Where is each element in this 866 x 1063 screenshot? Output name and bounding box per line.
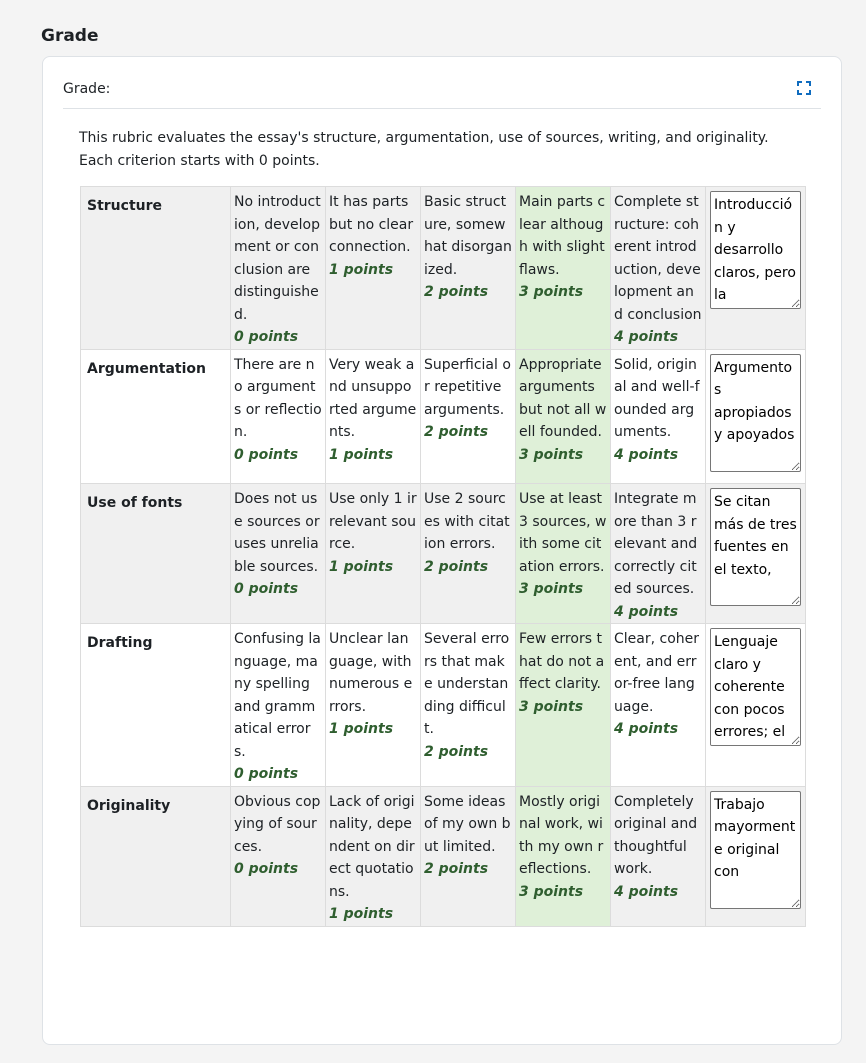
criterion-name: Use of fonts bbox=[81, 484, 231, 624]
level-points: 3 points bbox=[519, 284, 584, 300]
level-text: There are no arguments or reflection. bbox=[234, 356, 322, 440]
level-cell[interactable] bbox=[611, 484, 706, 624]
level-points: 0 points bbox=[234, 861, 299, 877]
rubric-table bbox=[80, 186, 806, 927]
level-text: Lack of originality, dependent on direct quotations. bbox=[329, 793, 415, 900]
level-cell[interactable] bbox=[611, 624, 706, 787]
level-cell[interactable] bbox=[516, 187, 611, 350]
level-text: Some ideas of my own but limited. bbox=[424, 793, 511, 855]
level-points: 2 points bbox=[424, 284, 489, 300]
level-text: Superficial or repetitive arguments. bbox=[424, 356, 511, 418]
level-points: 1 points bbox=[329, 906, 394, 922]
level-text: Very weak and unsupported arguments. bbox=[329, 356, 417, 440]
level-text: Confusing language, many spelling and grammatical errors. bbox=[234, 631, 321, 760]
level-points: 2 points bbox=[424, 558, 489, 575]
feedback-textarea[interactable] bbox=[710, 488, 801, 606]
level-points: 3 points bbox=[519, 581, 584, 597]
level-points: 1 points bbox=[329, 261, 394, 278]
criterion-name: Argumentation bbox=[81, 349, 231, 484]
level-points: 2 points bbox=[424, 743, 489, 760]
level-points: 4 points bbox=[614, 883, 679, 900]
feedback-cell bbox=[706, 187, 806, 350]
level-cell[interactable] bbox=[326, 624, 421, 787]
grade-card bbox=[42, 56, 842, 1045]
criterion-row bbox=[81, 624, 806, 787]
level-points: 2 points bbox=[424, 861, 489, 877]
level-cell[interactable] bbox=[516, 349, 611, 484]
level-text: Unclear language, with numerous errors. bbox=[329, 631, 413, 715]
level-cell[interactable] bbox=[326, 484, 421, 624]
level-points: 1 points bbox=[329, 446, 394, 463]
level-cell[interactable] bbox=[231, 484, 326, 624]
level-text: Integrate more than 3 relevant and correctly cited sources. bbox=[614, 491, 698, 597]
level-text: Mostly original work, with my own reflections. bbox=[519, 793, 604, 877]
level-text: Completely original and thoughtful work. bbox=[614, 793, 698, 877]
feedback-cell bbox=[706, 624, 806, 787]
level-points: 3 points bbox=[519, 446, 584, 463]
level-text: No introduction, development or conclusion are distinguished. bbox=[234, 194, 321, 323]
level-text: Does not use sources or uses unreliable sources. bbox=[234, 491, 320, 575]
level-text: Main parts clear although with slight flaws. bbox=[519, 194, 606, 278]
level-text: Clear, coherent, and error-free language. bbox=[614, 631, 700, 715]
feedback-cell bbox=[706, 349, 806, 484]
level-text: Use at least 3 sources, with some citation errors. bbox=[519, 491, 607, 575]
level-cell[interactable] bbox=[421, 484, 516, 624]
level-cell[interactable] bbox=[421, 624, 516, 787]
level-points: 0 points bbox=[234, 446, 299, 463]
level-cell[interactable] bbox=[516, 786, 611, 926]
feedback-textarea[interactable] bbox=[710, 191, 801, 309]
level-text: Appropriate arguments but not all well founded. bbox=[519, 356, 607, 440]
rubric-description: This rubric evaluates the essay's structure, argumentation, use of sources, writing, and originality. Each criterion starts with 0 points. bbox=[79, 130, 769, 169]
level-text: It has parts but no clear connection. bbox=[329, 194, 414, 255]
level-cell[interactable] bbox=[516, 484, 611, 624]
level-cell[interactable] bbox=[326, 786, 421, 926]
level-text: Solid, original and well-founded arguments. bbox=[614, 356, 700, 440]
level-cell[interactable] bbox=[231, 349, 326, 484]
level-text: Basic structure, somewhat disorganized. bbox=[424, 194, 512, 278]
level-points: 2 points bbox=[424, 424, 489, 440]
card-header bbox=[63, 75, 821, 109]
criterion-name: Structure bbox=[81, 187, 231, 350]
feedback-textarea[interactable] bbox=[710, 354, 801, 472]
level-points: 3 points bbox=[519, 883, 584, 900]
grade-label: Grade: bbox=[63, 81, 111, 97]
level-points: 0 points bbox=[234, 329, 299, 345]
criterion-row bbox=[81, 187, 806, 350]
level-text: Complete structure: coherent introduction, development and conclusion bbox=[614, 194, 702, 323]
level-cell[interactable] bbox=[231, 187, 326, 350]
level-points: 4 points bbox=[614, 603, 679, 620]
level-points: 0 points bbox=[234, 766, 299, 782]
feedback-cell bbox=[706, 786, 806, 926]
level-text: Several errors that make understanding difficult. bbox=[424, 631, 510, 737]
level-cell[interactable] bbox=[611, 786, 706, 926]
level-cell[interactable] bbox=[611, 187, 706, 350]
level-cell[interactable] bbox=[326, 349, 421, 484]
level-points: 1 points bbox=[329, 558, 394, 575]
level-cell[interactable] bbox=[421, 786, 516, 926]
level-points: 1 points bbox=[329, 721, 394, 737]
expand-icon[interactable] bbox=[797, 81, 811, 95]
level-points: 4 points bbox=[614, 329, 679, 345]
level-cell[interactable] bbox=[231, 624, 326, 787]
level-text: Obvious copying of sources. bbox=[234, 793, 321, 855]
level-text: Use 2 sources with citation errors. bbox=[424, 491, 510, 552]
feedback-textarea[interactable] bbox=[710, 791, 801, 909]
level-text: Use only 1 irrelevant source. bbox=[329, 491, 417, 552]
section-title: Grade bbox=[41, 26, 99, 46]
criterion-row bbox=[81, 786, 806, 926]
criterion-name: Originality bbox=[81, 786, 231, 926]
level-cell[interactable] bbox=[516, 624, 611, 787]
criterion-row bbox=[81, 349, 806, 484]
level-cell[interactable] bbox=[231, 786, 326, 926]
feedback-textarea[interactable] bbox=[710, 628, 801, 746]
level-points: 3 points bbox=[519, 698, 584, 715]
level-cell[interactable] bbox=[611, 349, 706, 484]
level-points: 4 points bbox=[614, 721, 679, 737]
level-text: Few errors that do not affect clarity. bbox=[519, 631, 605, 692]
level-points: 4 points bbox=[614, 446, 679, 463]
criterion-row bbox=[81, 484, 806, 624]
level-cell[interactable] bbox=[421, 349, 516, 484]
feedback-cell bbox=[706, 484, 806, 624]
level-points: 0 points bbox=[234, 581, 299, 597]
level-cell[interactable] bbox=[326, 187, 421, 350]
level-cell[interactable] bbox=[421, 187, 516, 350]
criterion-name: Drafting bbox=[81, 624, 231, 787]
